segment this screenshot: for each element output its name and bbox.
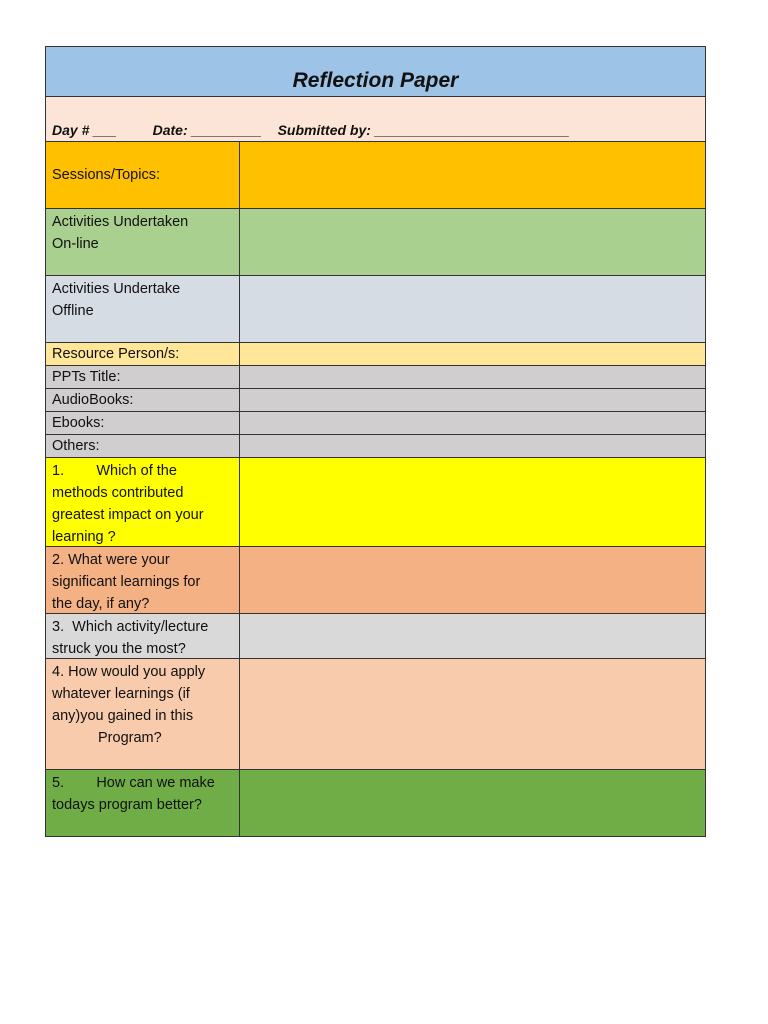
audiobooks-input[interactable] [240,389,705,411]
meta-row [46,97,705,142]
others-row [46,435,705,458]
reflection-paper-form [45,46,706,837]
question-3-answer[interactable] [240,614,705,658]
question-3-row [46,614,705,659]
resource-person-row [46,343,705,366]
question-1-row [46,458,705,547]
question-5-row [46,770,705,836]
question-1-line4: learning ? [52,529,116,545]
question-4-answer[interactable] [240,659,705,769]
question-5-line1: 5. How can we make [52,775,215,791]
question-4-row [46,659,705,770]
sessions-input[interactable] [240,142,705,208]
activities-online-row [46,209,705,276]
sessions-label: Sessions/Topics: [46,142,240,208]
question-1-line3: greatest impact on your [52,507,204,523]
question-5-line2: todays program better? [52,797,202,813]
ppts-title-input[interactable] [240,366,705,388]
question-3-label [46,614,240,658]
sessions-row [46,142,705,209]
resource-person-input[interactable] [240,343,705,365]
date-field[interactable]: Date: _________ [152,122,262,138]
question-4-label [46,659,240,769]
question-4-line1: 4. How would you apply [52,664,206,680]
activities-offline-input[interactable] [240,276,705,342]
question-2-line2: significant learnings for [52,574,201,590]
question-2-label [46,547,240,613]
question-2-line3: the day, if any? [52,596,150,612]
question-3-line1: 3. Which activity/lecture [52,619,209,635]
question-1-line2: methods contributed [52,485,184,501]
ppts-title-label: PPTs Title: [46,366,240,388]
question-2-row [46,547,705,614]
resource-person-label: Resource Person/s: [46,343,240,365]
question-3-line2: struck you the most? [52,641,186,657]
submitted-by-field[interactable]: Submitted by: _________________________ [277,122,570,138]
ppts-title-row [46,366,705,389]
audiobooks-label: AudioBooks: [46,389,240,411]
question-4-line4: Program? [98,730,162,746]
others-input[interactable] [240,435,705,457]
activities-online-label-line1: Activities Undertaken [52,214,189,230]
activities-offline-label-line1: Activities Undertake [52,281,181,297]
activities-offline-row [46,276,705,343]
question-1-answer[interactable] [240,458,705,546]
question-1-label [46,458,240,546]
ebooks-input[interactable] [240,412,705,434]
day-field[interactable]: Day # ___ [52,122,117,138]
question-5-answer[interactable] [240,770,705,836]
ebooks-row [46,412,705,435]
activities-offline-label [46,276,240,342]
activities-online-label-line2: On-line [52,236,99,252]
question-4-line3: any)you gained in this [52,708,194,724]
question-4-line2: whatever learnings (if [52,686,190,702]
activities-online-input[interactable] [240,209,705,275]
form-title: Reflection Paper [292,69,459,92]
question-2-answer[interactable] [240,547,705,613]
ebooks-label: Ebooks: [46,412,240,434]
others-label: Others: [46,435,240,457]
question-1-line1: 1. Which of the [52,463,177,479]
title-row [46,47,705,97]
audiobooks-row [46,389,705,412]
question-2-line1: 2. What were your [52,552,170,568]
activities-online-label [46,209,240,275]
activities-offline-label-line2: Offline [52,303,94,319]
question-5-label [46,770,240,836]
